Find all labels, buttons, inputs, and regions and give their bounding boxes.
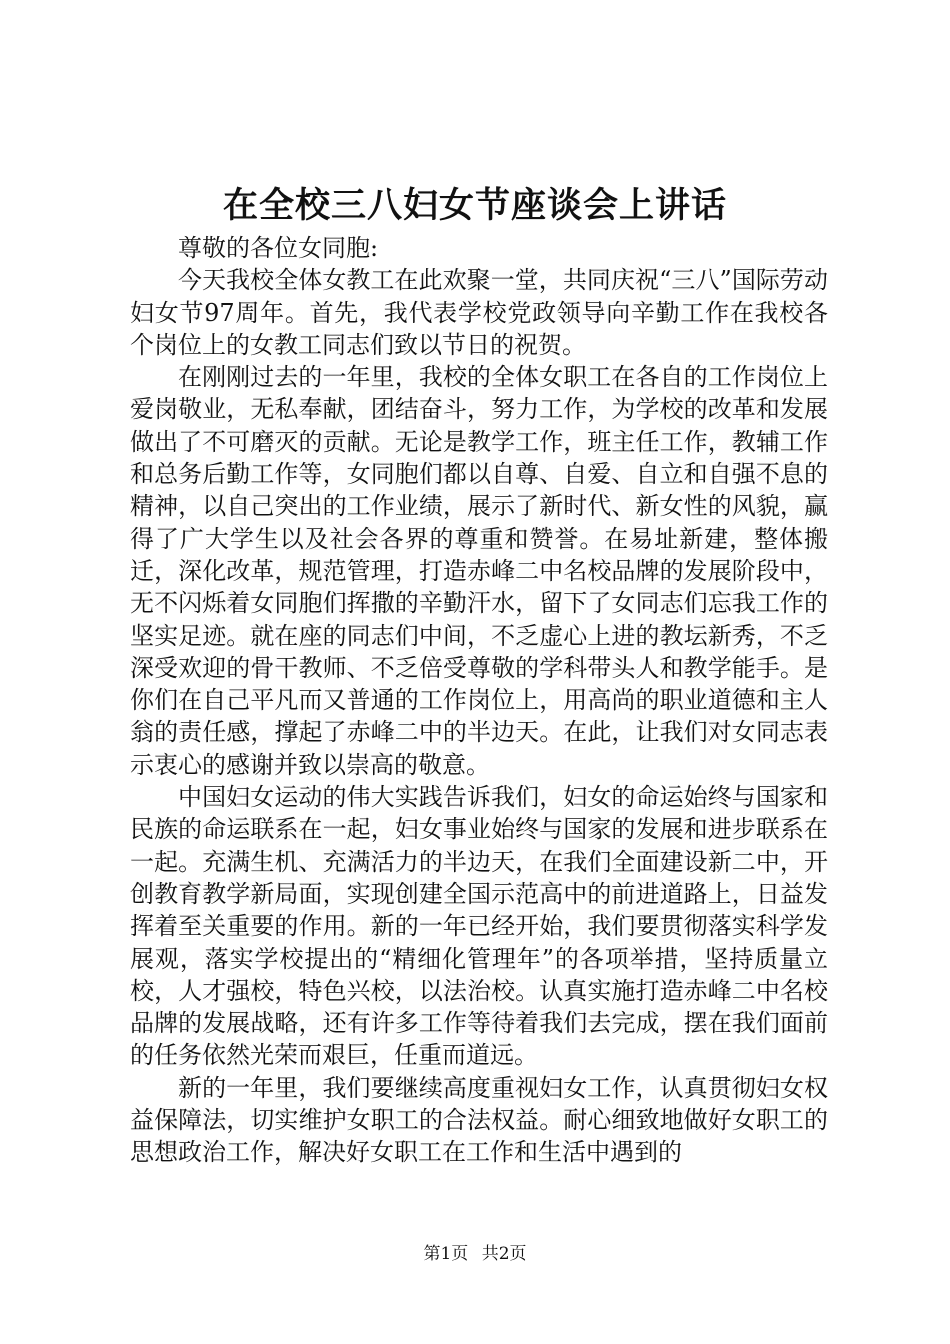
page-number: 第1页	[423, 1244, 469, 1264]
document-body	[130, 232, 828, 1169]
salutation: 尊敬的各位女同胞:	[178, 234, 379, 262]
page-footer	[0, 1243, 950, 1265]
paragraph: 今天我校全体女教工在此欢聚一堂，共同庆祝“三八”国际劳动妇女节97周年。首先，我代表学校党政领导向辛勤工作在我校各个岗位上的女教工同志们致以节日的祝贺。	[130, 266, 828, 359]
document-title: 在全校三八妇女节座谈会上讲话	[222, 185, 727, 226]
paragraph: 中国妇女运动的伟大实践告诉我们，妇女的命运始终与国家和民族的命运联系在一起，妇女事业始终与国家的发展和进步联系在一起。充满生机、充满活力的半边天，在我们全面建设新二中，开创教育教学新局面，实现创建全国示范高中的前进道路上，日益发挥着至关重要的作用。新的一年已经开始，我们要贯彻落实科学发展观，落实学校提出的“精细化管理年”的各项举措，坚持质量立校，人才强校，特色兴校，以法治校。认真实施打造赤峰二中名校品牌的发展战略，还有许多工作等待着我们去完成，摆在我们面前的任务依然光荣而艰巨，任重而道远。	[130, 783, 828, 1070]
paragraph: 新的一年里，我们要继续高度重视妇女工作，认真贯彻妇女权益保障法，切实维护女职工的合法权益。耐心细致地做好女职工的思想政治工作，解决好女职工在工作和生活中遇到的	[130, 1073, 828, 1167]
page-total: 共2页	[481, 1244, 527, 1264]
paragraph: 在刚刚过去的一年里，我校的全体女职工在各自的工作岗位上爱岗敬业，无私奉献，团结奋斗，努力工作，为学校的改革和发展做出了不可磨灭的贡献。无论是教学工作，班主任工作，教辅工作和总务后勤工作等，女同胞们都以自尊、自爱、自立和自强不息的精神，以自己突出的工作业绩，展示了新时代、新女性的风貌，赢得了广大学生以及社会各界的尊重和赞誉。在易址新建，整体搬迁，深化改革，规范管理，打造赤峰二中名校品牌的发展阶段中，无不闪烁着女同胞们挥撒的辛勤汗水，留下了女同志们忘我工作的坚实足迹。就在座的同志们中间，不乏虚心上进的教坛新秀，不乏深受欢迎的骨干教师、不乏倍受尊敬的学科带头人和教学能手。是你们在自己平凡而又普通的工作岗位上，用高尚的职业道德和主人翁的责任感，撑起了赤峰二中的半边天。在此，让我们对女同志表示衷心的感谢并致以崇高的敬意。	[130, 363, 828, 779]
